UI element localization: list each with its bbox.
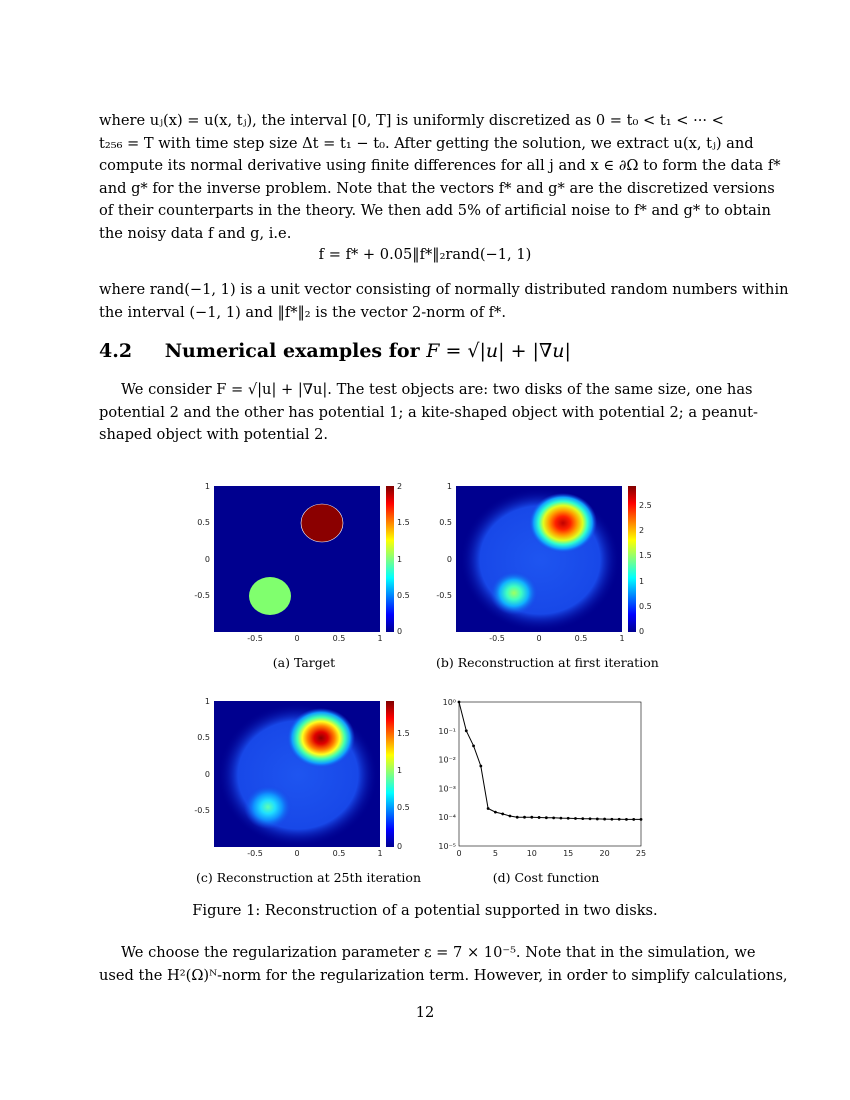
data-point: [458, 701, 461, 704]
tick-label: 1: [619, 634, 625, 643]
plot-frame: [459, 702, 641, 846]
axis-y-ticks: [194, 697, 210, 815]
caption-c: (c) Reconstruction at 25th iteration: [196, 870, 421, 885]
colorbar-label: 0.5: [397, 591, 410, 600]
colorbar-label: 1: [639, 577, 645, 586]
data-point: [640, 818, 643, 821]
data-point: [589, 817, 592, 820]
axis-y-ticks: [438, 698, 456, 851]
data-point: [632, 818, 635, 821]
data-point: [581, 817, 584, 820]
data-point: [596, 818, 599, 821]
section-title: Numerical examples for: [164, 340, 420, 362]
tick-label: 0: [294, 634, 300, 643]
caption-a: (a) Target: [272, 655, 336, 670]
axis-x-ticks: [456, 849, 646, 858]
tick-label: 0: [294, 849, 300, 858]
data-point: [552, 816, 555, 819]
tick-label: 1: [377, 849, 383, 858]
axis-y-ticks: [194, 482, 210, 600]
paragraph-regularization: [99, 942, 788, 987]
tick-label: 0.5: [574, 634, 588, 643]
tick-label: 5: [492, 849, 498, 858]
data-point: [560, 817, 563, 820]
axis-x-ticks: [247, 634, 382, 643]
data-point: [516, 816, 519, 819]
tick-label: 0: [456, 849, 462, 858]
heatmap-background: [214, 486, 380, 632]
caption-b: (b) Reconstruction at first iteration: [436, 655, 659, 670]
tick-label: -0.5: [247, 849, 263, 858]
tick-label: 0: [204, 770, 210, 779]
tick-label: 10⁻⁴: [438, 813, 456, 823]
colorbar-label: 0.5: [639, 602, 652, 611]
text-line: the interval (−1, 1) and ‖f*‖₂ is the vector 2-norm of f*.: [99, 303, 506, 321]
tick-label: 25: [635, 849, 647, 858]
tick-label: 10⁻¹: [438, 726, 456, 736]
tick-label: 0.5: [439, 518, 452, 527]
reconstruction-peak-low: [244, 785, 292, 829]
data-point: [574, 817, 577, 820]
tick-label: 0.5: [332, 849, 346, 858]
panel-b-first-iteration: [436, 482, 651, 643]
section-number: 4.2: [99, 340, 133, 362]
colorbar-label: 0: [397, 842, 403, 851]
data-point: [618, 818, 621, 821]
data-point: [530, 816, 533, 819]
noise-equation: f = f* + 0.05‖f*‖₂rand(−1, 1): [318, 246, 532, 263]
tick-label: -0.5: [436, 591, 452, 600]
data-point: [509, 815, 512, 818]
colorbar-label: 1.5: [397, 729, 410, 738]
tick-label: 1: [204, 697, 210, 706]
colorbar-label: 2: [397, 482, 403, 491]
data-point: [479, 765, 482, 768]
tick-label: 20: [599, 849, 610, 858]
tick-label: 0.5: [197, 518, 210, 527]
text-line: used the H²(Ω)ᴺ-norm for the regularization term. However, in order to simplify calculations,: [99, 966, 788, 984]
colorbar-label: 0.5: [397, 803, 410, 812]
text-line: We choose the regularization parameter ε = 7 × 10⁻⁵. Note that in the simulation, we: [121, 944, 756, 961]
text-line: where rand(−1, 1) is a unit vector consisting of normally distributed random numbers within: [99, 281, 789, 298]
disk-potential-2: [301, 504, 343, 542]
tick-label: 10: [526, 849, 537, 858]
tick-label: 1: [446, 482, 452, 491]
colorbar-label: 1: [397, 555, 403, 564]
data-point: [625, 818, 628, 821]
axis-x-ticks: [247, 849, 382, 858]
text-line: shaped object with potential 2.: [99, 426, 329, 443]
tick-label: 10⁻²: [438, 755, 456, 765]
colorbar-label: 2: [639, 526, 645, 535]
panel-a-target: [194, 482, 409, 643]
caption-d: (d) Cost function: [492, 870, 600, 885]
figure-caption: Figure 1: Reconstruction of a potential supported in two disks.: [192, 902, 658, 919]
colorbar: [628, 486, 636, 632]
page-number: 12: [415, 1004, 435, 1021]
tick-label: -0.5: [194, 806, 210, 815]
data-point: [494, 811, 497, 814]
data-point: [545, 816, 548, 819]
data-point: [610, 818, 613, 821]
reconstruction-peak-low: [490, 571, 538, 615]
text-line: t₂₅₆ = T with time step size Δt = t₁ − t₀. After getting the solution, we extract u(x, tⱼ) and: [99, 134, 754, 152]
data-point: [538, 816, 541, 819]
tick-label: 10⁻⁵: [438, 842, 456, 851]
tick-label: 1: [204, 482, 210, 491]
text-line: and g* for the inverse problem. Note that the vectors f* and g* are the discretized versions: [99, 179, 775, 197]
colorbar: [386, 486, 394, 632]
axis-x-ticks: [489, 634, 624, 643]
tick-label: 15: [563, 849, 574, 858]
colorbar-label: 2.5: [639, 501, 652, 510]
data-point: [523, 816, 526, 819]
axis-y-ticks: [436, 482, 452, 600]
text-line: potential 2 and the other has potential 1; a kite-shaped object with potential 2; a peanut-: [99, 403, 758, 421]
text-line: We consider F = √|u| + |∇u|. The test objects are: two disks of the same size, one has: [121, 381, 753, 398]
colorbar: [386, 701, 394, 847]
data-point: [603, 818, 606, 821]
tick-label: 1: [377, 634, 383, 643]
data-point: [487, 807, 490, 810]
colorbar-label: 0: [639, 627, 645, 636]
panel-d-cost-function: [438, 698, 646, 858]
tick-label: 0.5: [197, 733, 210, 742]
text-line: compute its normal derivative using finite differences for all j and x ∈ ∂Ω to form the data f*: [99, 157, 781, 174]
panel-c-25th-iteration: [194, 697, 409, 858]
reconstruction-peak-high: [287, 708, 355, 768]
tick-label: 0: [536, 634, 542, 643]
text-line: where uⱼ(x) = u(x, tⱼ), the interval [0, T] is uniformly discretized as 0 = t₀ < t₁ < ··· <: [99, 112, 724, 129]
tick-label: 0.5: [332, 634, 346, 643]
data-point: [465, 729, 468, 732]
reconstruction-peak-high: [529, 493, 597, 553]
text-line: of their counterparts in the theory. We then add 5% of artificial noise to f* and g* to obtain: [99, 202, 771, 219]
text-line: the noisy data f and g, i.e.: [99, 224, 292, 242]
section-formula: F = √|u| + |∇u|: [426, 340, 571, 362]
data-point: [567, 817, 570, 820]
tick-label: -0.5: [489, 634, 505, 643]
tick-label: -0.5: [194, 591, 210, 600]
disk-potential-1: [249, 577, 291, 615]
tick-label: -0.5: [247, 634, 263, 643]
tick-label: 0: [204, 555, 210, 564]
colorbar-label: 0: [397, 627, 403, 636]
colorbar-label: 1: [397, 766, 403, 775]
colorbar-label: 1.5: [639, 551, 652, 560]
data-point: [472, 744, 475, 747]
colorbar-label: 1.5: [397, 518, 410, 527]
tick-label: 10⁰: [442, 698, 456, 707]
data-point: [501, 813, 504, 816]
tick-label: 10⁻³: [438, 784, 456, 794]
tick-label: 0: [446, 555, 452, 564]
